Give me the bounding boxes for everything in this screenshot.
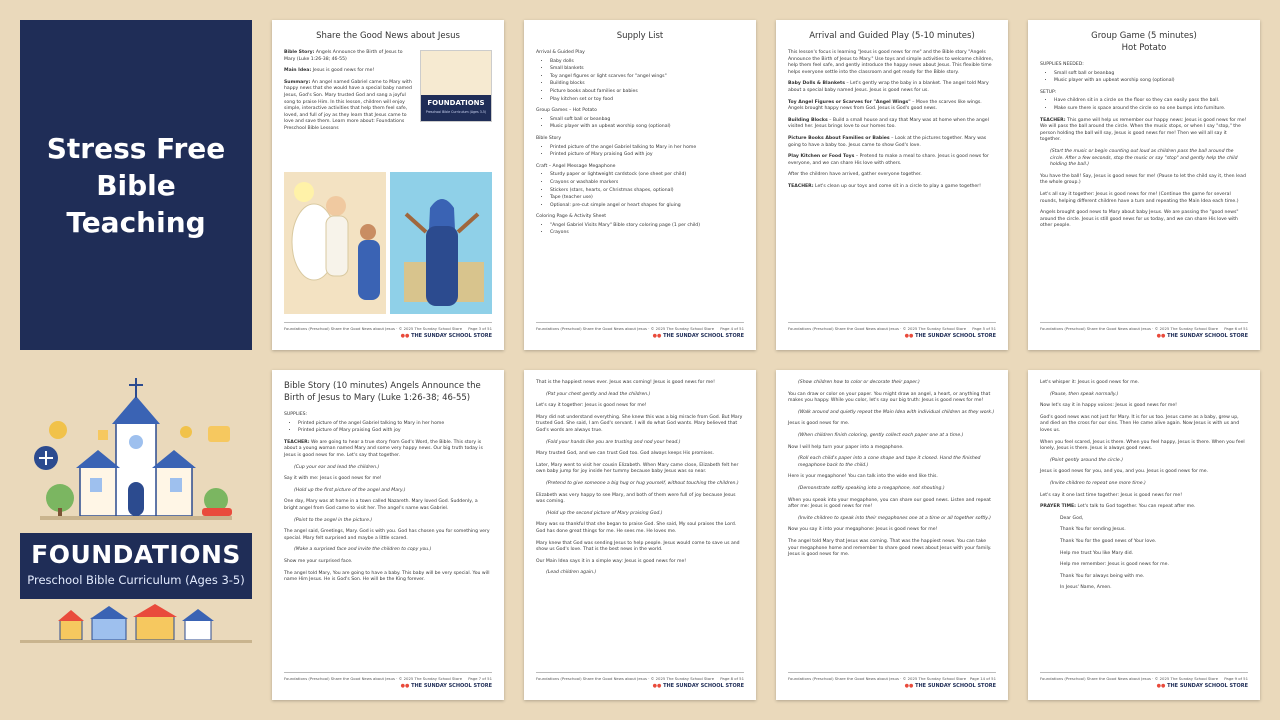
paragraph-text: (Walk around and quietly repeat the Main Idea with individual children as they work.) bbox=[798, 409, 995, 415]
paragraph-text: Dear God, bbox=[1060, 515, 1084, 521]
paragraph-text: Mary was so thankful that she began to praise God. She said, My soul praises the Lord. God has done great things for me. He sees me. He loves me. bbox=[536, 522, 737, 534]
paragraph bbox=[284, 440, 492, 460]
paragraph-lead: TEACHER: bbox=[1040, 117, 1066, 123]
list-item: • Music player with an upbeat worship song (optional) bbox=[1054, 78, 1248, 85]
footer-credit: Foundations (Preschool) Share the Good News about Jesus · © 2025 The Sunday School Store bbox=[1040, 676, 1219, 681]
paragraph bbox=[788, 50, 996, 76]
cover-church-image bbox=[421, 51, 491, 95]
list-item: • Small soft ball or beanbag bbox=[550, 117, 744, 124]
paragraph-text: Let's whisper it: Jesus is good news for me. bbox=[1040, 380, 1140, 385]
paragraph bbox=[788, 410, 996, 417]
paragraph-lead: Main Idea: bbox=[284, 68, 312, 74]
paragraph-text: Mary did not understand everything. She knew this was a big miracle from God. But Mary trusted God. She said, I am God's servant. I will do what God wants. Mary believed that God's words are always true. bbox=[536, 414, 743, 433]
paragraph-text: An angel named Gabriel came to Mary with happy news that she would have a special baby named Jesus, God's Son. Mary trusted God and sang a joyful song to praise Him. In this lesson, children will enjoy simple, interactive activities that help them feel safe, loved, and full of joy as they learn that Jesus came to love and save them. Learn more about: Foundations Preschool Bible Lessons bbox=[284, 79, 412, 131]
list-item: • Tape (teacher use) bbox=[550, 195, 744, 202]
paragraph-text: The angel told Mary, You are going to have a baby. This baby will be very special. You will name Him Jesus. He is God's Son. He will be the King forever. bbox=[284, 570, 490, 583]
doc-page-4 bbox=[1028, 20, 1260, 350]
store-name: THE SUNDAY SCHOOL STORE bbox=[1167, 333, 1248, 339]
paragraph bbox=[788, 516, 996, 523]
store-name: THE SUNDAY SCHOOL STORE bbox=[1167, 683, 1248, 689]
paragraph bbox=[1040, 192, 1248, 205]
list-item: • Play kitchen set or toy food bbox=[550, 97, 744, 104]
page-body bbox=[788, 50, 996, 191]
paragraph-lead: Bible Story: bbox=[284, 50, 315, 55]
doc-page-2 bbox=[524, 20, 756, 350]
paragraph bbox=[788, 118, 996, 131]
doc-page-5 bbox=[272, 370, 504, 700]
paragraph-lead: Toy Angel Figures or Scarves for "Angel Wings" bbox=[788, 99, 911, 105]
paragraph bbox=[1040, 118, 1248, 144]
paragraph bbox=[1040, 210, 1248, 230]
list-item: • Printed picture of the angel Gabriel talking to Mary in her home bbox=[550, 145, 744, 152]
promo-title: Stress Free Bible Teaching bbox=[46, 131, 226, 239]
section-title: SUPPLIES: bbox=[284, 412, 308, 417]
paragraph-text: When you feel scared, Jesus is there. When you feel happy, Jesus is there. When you feel lonely, Jesus is there. Jesus is always good news. bbox=[1040, 439, 1245, 452]
paragraph-text: Help me remember: Jesus is good news for me. bbox=[1060, 562, 1169, 568]
paragraph bbox=[536, 403, 744, 410]
list-item: • Crayons bbox=[550, 230, 744, 237]
paragraph-text: (Demonstrate softly speaking into a megaphone, not shouting.) bbox=[798, 485, 945, 491]
page-heading: Bible Story (10 minutes) Angels Announce the Birth of Jesus to Mary (Luke 1:26-38; 46-55) bbox=[284, 381, 481, 403]
paragraph-text: Thank You for always being with me. bbox=[1060, 573, 1145, 579]
page-body bbox=[788, 380, 996, 559]
paragraph-text: (Invite children to repeat one more time.) bbox=[1050, 480, 1146, 486]
doc-page-8 bbox=[1028, 370, 1260, 700]
page-number: Page 6 of 51 bbox=[1224, 326, 1248, 331]
store-logo-icon: ●● bbox=[904, 333, 916, 339]
paragraph bbox=[788, 421, 996, 428]
paragraph-text: – Move the scarves like wings. Angels brought happy news from God. Jesus is God's good news. bbox=[788, 99, 982, 112]
list-item: • Printed picture of Mary praising God with joy bbox=[298, 428, 492, 435]
footer-credit: Foundations (Preschool) Share the Good News about Jesus · © 2025 The Sunday School Store bbox=[788, 326, 967, 331]
paragraph bbox=[1040, 458, 1248, 465]
paragraph-lead: TEACHER: bbox=[284, 439, 310, 445]
paragraph bbox=[788, 172, 996, 179]
mary-and-angel-illustration bbox=[284, 172, 492, 314]
paragraph bbox=[788, 136, 996, 149]
paragraph bbox=[1040, 174, 1248, 187]
paragraph-text: In Jesus' Name, Amen. bbox=[1060, 585, 1112, 591]
paragraph bbox=[1040, 551, 1248, 558]
paragraph bbox=[536, 415, 744, 435]
supply-list bbox=[1040, 98, 1248, 112]
houses-illustration bbox=[20, 600, 252, 645]
page-footer bbox=[788, 322, 996, 342]
foundations-cover-thumbnail bbox=[420, 50, 492, 122]
paragraph-text: (Lead children again.) bbox=[546, 570, 597, 576]
paragraph-text: That is the happiest news ever. Jesus was coming! Jesus is good news for me! bbox=[536, 380, 715, 385]
paragraph-text: (Fold your hands like you are trusting and nod your head.) bbox=[546, 439, 681, 445]
paragraph bbox=[1040, 493, 1248, 500]
supply-list bbox=[536, 223, 744, 237]
page-body bbox=[536, 50, 744, 237]
doc-page-3 bbox=[776, 20, 1008, 350]
paragraph-text: Jesus is good news for you, and you, and you. Jesus is good news for me. bbox=[1040, 469, 1209, 475]
supply-list bbox=[284, 421, 492, 435]
paragraph bbox=[788, 154, 996, 167]
paragraph-text: Later, Mary went to visit her cousin Elizabeth. When Mary came close, Elizabeth felt her own baby jump for joy inside her tummy because baby Jesus was so near. bbox=[536, 462, 739, 475]
paragraph-text: – Build a small house and say that Mary was at home when the angel visited her. Jesus brings love to our homes too. bbox=[788, 117, 989, 130]
paragraph-text: – Pretend to make a meal to share. Jesus is good news for everyone, and we can share His love with others. bbox=[788, 154, 989, 166]
paragraph-text: This lesson's focus is learning "Jesus is good news for me" and the Bible story "Angels Announce the Birth of Jesus to Mary." Use toys and simple activities to welcome children, help them feel safe, and gently introduce the happy news about Jesus. This flexible time helps everyone settle into the classroom and get ready for the Bible story. bbox=[788, 50, 994, 75]
page-footer bbox=[284, 322, 492, 342]
paragraph bbox=[1040, 403, 1248, 410]
page-heading: Group Game (5 minutes) Hot Potato bbox=[1091, 31, 1197, 53]
paragraph-text: Help me trust You like Mary did. bbox=[1060, 550, 1134, 556]
store-logo bbox=[653, 333, 744, 339]
cover-subtitle: Preschool Bible Curriculum (Ages 3-5) bbox=[425, 110, 487, 114]
paragraph bbox=[788, 433, 996, 440]
page-body bbox=[1040, 380, 1248, 592]
paragraph-text: Now you say it into your megaphone: Jesus is good news for me! bbox=[788, 527, 938, 533]
page-number: Page 14 of 51 bbox=[969, 676, 996, 681]
page-number: Page 4 of 51 bbox=[720, 326, 744, 331]
paragraph-text: (Point gently around the circle.) bbox=[1050, 457, 1124, 463]
store-name: THE SUNDAY SCHOOL STORE bbox=[663, 683, 744, 689]
paragraph-text: You have the ball! Say, Jesus is good news for me! (Pause to let the child say it, then lead the whole group.) bbox=[1040, 173, 1246, 186]
paragraph bbox=[788, 486, 996, 493]
promo-box bbox=[20, 20, 252, 350]
paragraph bbox=[536, 392, 744, 399]
list-item: • Picture books about families or babies bbox=[550, 89, 744, 96]
paragraph-text: Thank You for the good news of Your love. bbox=[1060, 538, 1157, 544]
paragraph-text: Let's all say it together: Jesus is good news for me! (Continue the game for several rounds, helping different children have a turn and repeating the Main Idea each time.) bbox=[1040, 191, 1239, 204]
page-body bbox=[1040, 62, 1248, 230]
paragraph bbox=[536, 440, 744, 447]
paragraph bbox=[536, 541, 744, 554]
paragraph bbox=[788, 474, 996, 481]
paragraph bbox=[788, 392, 996, 405]
page-heading: Share the Good News about Jesus bbox=[316, 31, 460, 41]
paragraph bbox=[536, 493, 744, 506]
paragraph-text: (Hold up the first picture of the angel and Mary.) bbox=[294, 487, 406, 493]
paragraph bbox=[284, 499, 492, 512]
page-number: Page 9 of 51 bbox=[1224, 676, 1248, 681]
list-item: • Toy angel figures or light scarves for "angel wings" bbox=[550, 74, 744, 81]
paragraph bbox=[1040, 481, 1248, 488]
paragraph-text: (Cup your ear and lead the children.) bbox=[294, 464, 380, 470]
supply-section bbox=[536, 50, 744, 103]
paragraph bbox=[536, 451, 744, 458]
paragraph-text: The angel told Mary that Jesus was coming. That was the happiest news. You can take your megaphone home and remember to share good news about Jesus with your family. Jesus is good news for me. bbox=[788, 538, 992, 558]
paragraph bbox=[284, 559, 492, 566]
brand-subtitle: Preschool Bible Curriculum (Ages 3-5) bbox=[27, 573, 245, 587]
list-item: • Sturdy paper or lightweight cardstock (one sheet per child) bbox=[550, 172, 744, 179]
paragraph bbox=[1040, 415, 1248, 435]
paragraph bbox=[1040, 469, 1248, 476]
paragraph bbox=[788, 81, 996, 94]
list-item: • "Angel Gabriel Visits Mary" Bible story coloring page (1 per child) bbox=[550, 223, 744, 230]
paragraph bbox=[788, 539, 996, 559]
paragraph-lead: Picture Books About Families or Babies bbox=[788, 135, 890, 141]
footer-credit: Foundations (Preschool) Share the Good News about Jesus · © 2025 The Sunday School Store bbox=[536, 676, 715, 681]
list-item: • Small soft ball or beanbag bbox=[1054, 71, 1248, 78]
list-item: • Small blankets bbox=[550, 66, 744, 73]
paragraph-text: Let's say it one last time together: Jesus is good news for me! bbox=[1040, 492, 1183, 498]
page-heading: Arrival and Guided Play (5-10 minutes) bbox=[809, 31, 975, 41]
paragraph-lead: PRAYER TIME: bbox=[1040, 504, 1077, 510]
list-item: • Music player with an upbeat worship song (optional) bbox=[550, 124, 744, 131]
paragraph bbox=[1040, 392, 1248, 399]
paragraph-text: Now I will help turn your paper into a megaphone. bbox=[788, 444, 904, 450]
doc-page-7 bbox=[776, 370, 1008, 700]
paragraph-text: Let's clean up our toys and come sit in a circle to play a game together! bbox=[813, 183, 981, 189]
paragraph bbox=[1040, 440, 1248, 453]
paragraph-text: Jesus is good news for me! bbox=[311, 68, 375, 74]
paragraph bbox=[788, 380, 996, 387]
supply-section bbox=[536, 214, 744, 237]
paragraph bbox=[788, 498, 996, 511]
paragraph-text: (Show children how to color or decorate their paper.) bbox=[798, 380, 920, 385]
paragraph bbox=[536, 463, 744, 476]
page-footer bbox=[1040, 672, 1248, 692]
paragraph bbox=[788, 100, 996, 113]
paragraph-text: Say it with me: Jesus is good news for me! bbox=[284, 476, 382, 482]
supply-list bbox=[1040, 71, 1248, 85]
paragraph-lead: Building Blocks bbox=[788, 117, 828, 123]
paragraph-text: Now let's say it in happy voices: Jesus is good news for me! bbox=[1040, 403, 1178, 409]
paragraph bbox=[1040, 380, 1248, 387]
page-body bbox=[536, 380, 744, 577]
supply-list bbox=[536, 145, 744, 159]
paragraph bbox=[536, 481, 744, 488]
paragraph-text: Show me your surprised face. bbox=[284, 558, 353, 564]
paragraph-text: – Look at the pictures together. Mary was going to have a baby too. Jesus came to show God's love. bbox=[788, 135, 987, 148]
paragraph bbox=[1040, 574, 1248, 581]
list-item: • Baby dolls bbox=[550, 59, 744, 66]
store-logo bbox=[1157, 683, 1248, 689]
paragraph-text: When you speak into your megaphone, you can share our good news. Listen and repeat after me: Jesus is good news for me! bbox=[788, 497, 991, 510]
paragraph-text: (Hold up the second picture of Mary praising God.) bbox=[546, 510, 663, 516]
paragraph-text: (Point to the angel in the picture.) bbox=[294, 517, 373, 523]
supply-section bbox=[536, 164, 744, 210]
supply-section bbox=[536, 108, 744, 131]
list-item: • Have children sit in a circle on the floor so they can easily pass the ball. bbox=[1054, 98, 1248, 105]
footer-credit: Foundations (Preschool) Share the Good News about Jesus · © 2025 The Sunday School Store bbox=[284, 676, 463, 681]
store-logo bbox=[905, 683, 996, 689]
footer-credit: Foundations (Preschool) Share the Good News about Jesus · © 2025 The Sunday School Store bbox=[788, 676, 967, 681]
paragraph-text: After the children have arrived, gather everyone together. bbox=[788, 172, 922, 178]
store-name: THE SUNDAY SCHOOL STORE bbox=[915, 333, 996, 339]
paragraph-text: Here is your megaphone! You can talk into the wide end like this. bbox=[788, 474, 938, 480]
page-footer bbox=[536, 672, 744, 692]
paragraph bbox=[1040, 149, 1248, 169]
store-logo-icon: ●● bbox=[652, 333, 664, 339]
paragraph-text: Mary knew that God was sending Jesus to help people. Jesus would come to save us and show us God's love. That is the best news in the world. bbox=[536, 540, 740, 553]
paragraph-text: (Start the music or begin counting out loud as children pass the ball around the circle. After a few seconds, stop the music or say "stop" and gently help the child holding the ball.) bbox=[1050, 148, 1238, 168]
list-item: • Make sure there is space around the circle so no one bumps into furniture. bbox=[1054, 106, 1248, 113]
paragraph-lead: Play Kitchen or Food Toys bbox=[788, 154, 855, 160]
page-heading: Supply List bbox=[616, 31, 664, 41]
footer-credit: Foundations (Preschool) Share the Good News about Jesus · © 2025 The Sunday School Store bbox=[536, 326, 715, 331]
section-title: Craft – Angel Message Megaphone bbox=[536, 163, 616, 169]
paragraph-text: Mary trusted God, and we can trust God too. God always keeps His promises. bbox=[536, 451, 714, 457]
paragraph bbox=[788, 445, 996, 452]
store-logo bbox=[401, 333, 492, 339]
paragraph bbox=[284, 488, 492, 495]
paragraph bbox=[1040, 585, 1248, 592]
paragraph-text: (Make a surprised face and invite the children to copy you.) bbox=[294, 547, 432, 553]
store-logo-icon: ●● bbox=[652, 683, 664, 689]
paragraph bbox=[284, 476, 492, 483]
store-name: THE SUNDAY SCHOOL STORE bbox=[915, 683, 996, 689]
paragraph-lead: TEACHER: bbox=[788, 183, 814, 189]
paragraph bbox=[536, 380, 744, 387]
section-title: Bible Story bbox=[536, 135, 562, 141]
store-logo bbox=[653, 683, 744, 689]
paragraph-text: Jesus is good news for me. bbox=[788, 421, 850, 427]
paragraph bbox=[536, 522, 744, 535]
store-logo bbox=[905, 333, 996, 339]
supply-list bbox=[536, 172, 744, 209]
page-number: Page 5 of 51 bbox=[972, 326, 996, 331]
paragraph-text: You can draw or color on your paper. You might draw an angel, a heart, or anything that makes you happy. While you color, let's say our big truth: Jesus is good news for me! bbox=[788, 391, 991, 404]
section-title: SETUP: bbox=[1040, 89, 1057, 95]
paragraph bbox=[536, 570, 744, 577]
paragraph-text: (Roll each child's paper into a cone shape and tape it closed. Hand the finished megaphone back to the child.) bbox=[798, 456, 981, 468]
store-logo bbox=[1157, 333, 1248, 339]
store-logo-icon: ●● bbox=[1156, 683, 1168, 689]
paragraph bbox=[1040, 516, 1248, 523]
store-logo bbox=[401, 683, 492, 689]
list-item: • Printed picture of the angel Gabriel talking to Mary in her home bbox=[298, 421, 492, 428]
paragraph bbox=[1040, 504, 1248, 511]
supply-list bbox=[536, 117, 744, 131]
paragraph-text: One day, Mary was at home in a town called Nazareth. Mary loved God. Suddenly, a bright angel from God came to visit her. The angel's name was Gabriel. bbox=[284, 499, 478, 511]
paragraph bbox=[284, 529, 492, 542]
paragraph bbox=[1040, 562, 1248, 569]
store-name: THE SUNDAY SCHOOL STORE bbox=[411, 333, 492, 339]
page-number: Page 3 of 51 bbox=[468, 326, 492, 331]
list-item: • Printed picture of Mary praising God with joy bbox=[550, 152, 744, 159]
paragraph-text: (Invite children to speak into their megaphones one at a time or all together softly.) bbox=[798, 515, 991, 521]
list-item: • Building blocks bbox=[550, 81, 744, 88]
section-title: SUPPLIES NEEDED: bbox=[1040, 62, 1084, 67]
supply-list bbox=[536, 59, 744, 104]
list-item: • Optional: pre-cut simple angel or heart shapes for gluing bbox=[550, 203, 744, 210]
paragraph bbox=[788, 456, 996, 469]
paragraph-text: Elizabeth was very happy to see Mary, and both of them were full of joy because Jesus was coming. bbox=[536, 492, 736, 505]
paragraph bbox=[284, 518, 492, 525]
paragraph-text: The angel said, Greetings, Mary. God is with you. God has chosen you for something very special. Mary felt surprised and maybe a little scared. bbox=[284, 529, 490, 541]
paragraph bbox=[788, 184, 996, 191]
page-body bbox=[284, 412, 492, 584]
paragraph-text: Let's say it together: Jesus is good news for me! bbox=[536, 403, 647, 409]
paragraph-text: (Pause, then speak normally.) bbox=[1050, 391, 1119, 397]
store-name: THE SUNDAY SCHOOL STORE bbox=[411, 683, 492, 689]
paragraph-text: Let's talk to God together. You can repeat after me. bbox=[1076, 504, 1196, 510]
paragraph-text: We are going to hear a true story from God's Word, the Bible. This story is about a young woman named Mary and some very happy news. Our big truth today is Jesus is good news for me. Let's say that together. bbox=[284, 439, 483, 458]
paragraph bbox=[284, 547, 492, 554]
paragraph bbox=[284, 465, 492, 472]
paragraph-text: (Pat your chest gently and lead the children.) bbox=[546, 391, 651, 397]
footer-credit: Foundations (Preschool) Share the Good News about Jesus · © 2025 The Sunday School Store bbox=[1040, 326, 1219, 331]
paragraph bbox=[1040, 539, 1248, 546]
page-footer bbox=[788, 672, 996, 692]
page-number: Page 7 of 51 bbox=[468, 676, 492, 681]
paragraph-text: (Pretend to give someone a big hug or hug yourself, without touching the children.) bbox=[546, 480, 739, 486]
supply-section bbox=[284, 412, 492, 435]
paragraph-text: Thank You for sending Jesus. bbox=[1060, 527, 1126, 533]
page-number: Page 8 of 51 bbox=[720, 676, 744, 681]
paragraph-lead: Baby Dolls & Blankets bbox=[788, 81, 845, 87]
paragraph-text: Angels Announce the Birth of Jesus to Mary (Luke 1:26-38; 46-55) bbox=[284, 50, 403, 62]
supply-section bbox=[1040, 62, 1248, 85]
page-footer bbox=[536, 322, 744, 342]
brand-name: FOUNDATIONS bbox=[31, 540, 241, 569]
doc-page-1 bbox=[272, 20, 504, 350]
paragraph-text: (When children finish coloring, gently collect each paper one at a time.) bbox=[798, 432, 964, 438]
store-logo-icon: ●● bbox=[400, 683, 412, 689]
paragraph-text: This game will help us remember our happy news: Jesus is good news for me! We will pass the ball around the circle. When the music stops, or when I say "stop," the person holding the ball will say, Jesus is good news for me! Then we will all say it together. bbox=[1040, 117, 1247, 143]
paragraph bbox=[536, 559, 744, 566]
paragraph bbox=[284, 571, 492, 584]
store-logo-icon: ●● bbox=[1156, 333, 1168, 339]
store-name: THE SUNDAY SCHOOL STORE bbox=[663, 333, 744, 339]
paragraph-text: Our Main Idea says it in a simple way: Jesus is good news for me! bbox=[536, 558, 687, 564]
paragraph bbox=[1040, 527, 1248, 534]
section-title: Group Games – Hot Potato bbox=[536, 108, 597, 114]
page-footer bbox=[1040, 322, 1248, 342]
paragraph-text: God's good news was not just for Mary. It is for us too. Jesus came as a baby, grew up, and died on the cross for our sins. Then He came alive again. Now Jesus is with us and loves us. bbox=[1040, 414, 1240, 433]
church-illustration bbox=[20, 370, 252, 530]
paragraph bbox=[788, 527, 996, 534]
paragraph-text: Angels brought good news to Mary about baby Jesus. We are passing the "good news" around the circle. Jesus is still good news for us today, and we can share His love with other people. bbox=[1040, 210, 1239, 229]
doc-page-6 bbox=[524, 370, 756, 700]
supply-section bbox=[1040, 90, 1248, 113]
list-item: • Stickers (stars, hearts, or Christmas shapes, optional) bbox=[550, 188, 744, 195]
footer-credit: Foundations (Preschool) Share the Good News about Jesus · © 2025 The Sunday School Store bbox=[284, 326, 463, 331]
section-title: Arrival & Guided Play bbox=[536, 50, 585, 55]
list-item: • Crayons or washable markers bbox=[550, 180, 744, 187]
page-footer bbox=[284, 672, 492, 692]
supply-section bbox=[536, 136, 744, 159]
paragraph-text: – Let's gently wrap the baby in a blanket. The angel told Mary about a special baby named Jesus. Jesus is good news for us. bbox=[788, 81, 989, 93]
store-logo-icon: ●● bbox=[904, 683, 916, 689]
brand-banner bbox=[20, 533, 252, 599]
cover-name: FOUNDATIONS bbox=[427, 99, 485, 107]
paragraph bbox=[536, 511, 744, 518]
section-title: Coloring Page & Activity Sheet bbox=[536, 214, 607, 220]
store-logo-icon: ●● bbox=[400, 333, 412, 339]
paragraph-lead: Summary: bbox=[284, 79, 311, 85]
